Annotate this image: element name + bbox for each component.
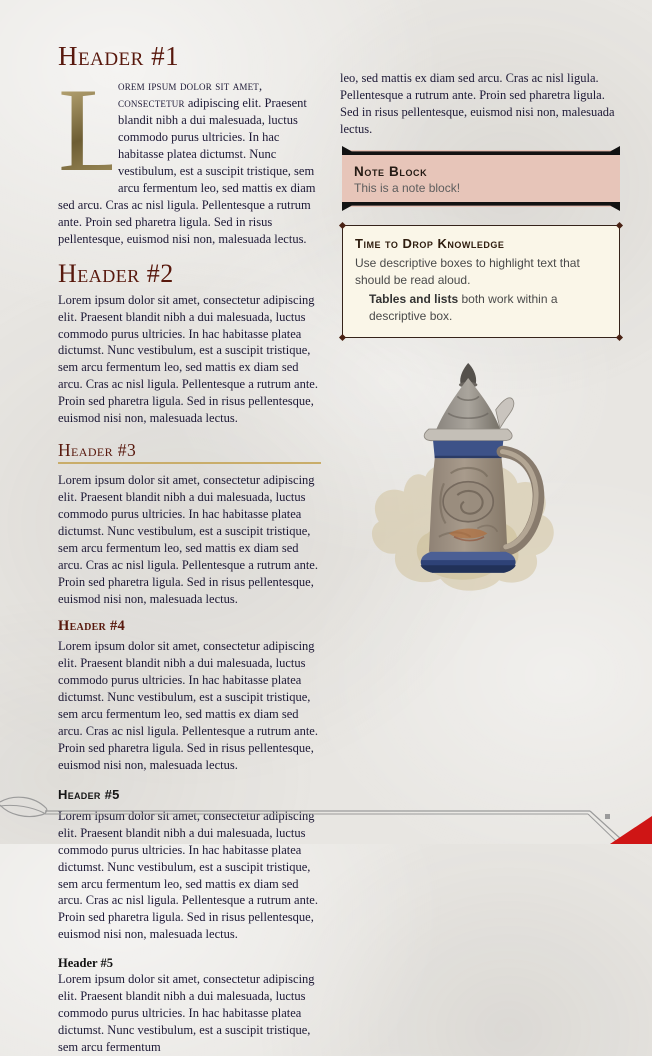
paragraph-truncated: Lorem ipsum dolor sit amet, consectetur adipiscing elit. Praesent blandit nibh a dui malesuada, luctus commodo purus ultricies. In hac habitasse platea dictumst. Nunc vestibulum, est a suscipit tristique, sem arcu fermentum xyxy=(58,972,315,1054)
descriptive-box-bold-lead: Tables and lists xyxy=(369,291,459,306)
corner-diamond-icon xyxy=(339,222,346,229)
red-corner-triangle-icon xyxy=(610,816,652,844)
paragraph-with-dropcap xyxy=(58,63,321,247)
drop-cap-letter: L xyxy=(58,63,132,197)
continuation-paragraph: leo, sed mattis ex diam sed arcu. Cras ac nisl ligula. Pellentesque a rutrum ante. Proin sed pharetra ligula. Sed in risus pellentesque, euismod nisi non, malesuada lectus. xyxy=(340,71,615,136)
header-1: Header #1 xyxy=(58,41,180,71)
paragraph: Lorem ipsum dolor sit amet, consectetur adipiscing elit. Praesent blandit nibh a dui malesuada, luctus commodo purus ultricies. In hac habitasse platea dictumst. Nunc vestibulum, est a suscipit tristique, sem arcu fermentum leo, sed mattis ex diam sed arcu. Cras ac nisl ligula. Pellentesque a rutrum ante. Proin sed pharetra ligula. Sed in risus pellentesque, euismod nisi non, malesuada lectus. xyxy=(58,808,318,942)
header-2: Header #2 xyxy=(58,259,174,289)
descriptive-box xyxy=(342,225,620,338)
paragraph-body: adipiscing elit. Praesent blandit nibh a dui malesuada, luctus commodo purus ultricies. In hac habitasse platea dictumst. Nunc vestibulum, est a suscipit tristique, sem arcu fermentum leo, sed mattis ex diam sed arcu. Cras ac nisl ligula. Pellentesque a rutrum ante. Proin sed pharetra ligula. Sed in risus pellentesque, euismod nisi non, malesuada lectus. xyxy=(58,96,316,246)
descriptive-box-title: Time to Drop Knowledge xyxy=(355,235,505,251)
note-block-body: This is a note block! xyxy=(354,180,461,195)
corner-diamond-icon xyxy=(339,334,346,341)
footer-ornament xyxy=(0,794,652,844)
corner-diamond-icon xyxy=(616,222,623,229)
paragraph: Lorem ipsum dolor sit amet, consectetur adipiscing elit. Praesent blandit nibh a dui malesuada, luctus commodo purus ultricies. In hac habitasse platea dictumst. Nunc vestibulum, est a suscipit tristique, sem arcu fermentum leo, sed mattis ex diam sed arcu. Cras ac nisl ligula. Pellentesque a rutrum ante. Proin sed pharetra ligula. Sed in risus pellentesque, euismod nisi non, malesuada lectus. xyxy=(58,473,318,606)
header-5-bold: Header #5 xyxy=(58,956,113,971)
descriptive-box-line xyxy=(355,291,607,325)
beer-stein-illustration xyxy=(352,358,586,617)
descriptive-box-line: Use descriptive boxes to highlight text that should be read aloud. xyxy=(355,255,580,287)
header-5: Header #5 xyxy=(58,786,120,802)
right-column xyxy=(340,42,622,844)
leaf-flourish-icon xyxy=(0,797,47,816)
paragraph: Lorem ipsum dolor sit amet, consectetur adipiscing elit. Praesent blandit nibh a dui malesuada, luctus commodo purus ultricies. In hac habitasse platea dictumst. Nunc vestibulum, est a suscipit tristique, sem arcu fermentum leo, sed mattis ex diam sed arcu. Cras ac nisl ligula. Pellentesque a rutrum ante. Proin sed pharetra ligula. Sed in risus pellentesque, euismod nisi non, malesuada lectus. xyxy=(58,639,318,772)
note-block xyxy=(342,150,620,207)
note-block-bottom-ornament xyxy=(342,202,620,211)
corner-diamond-icon xyxy=(616,334,623,341)
note-block-top-ornament xyxy=(342,146,620,155)
header-4: Header #4 xyxy=(58,618,126,635)
paragraph: Lorem ipsum dolor sit amet, consectetur adipiscing elit. Praesent blandit nibh a dui malesuada, luctus commodo purus ultricies. In hac habitasse platea dictumst. Nunc vestibulum, est a suscipit tristique, sem arcu fermentum leo, sed mattis ex diam sed arcu. Cras ac nisl ligula. Pellentesque a rutrum ante. Proin sed pharetra ligula. Sed in risus pellentesque, euismod nisi non, malesuada lectus. xyxy=(58,292,318,426)
note-block-title: Note Block xyxy=(354,163,428,179)
descriptive-box-line-rest: both work within a descriptive box. xyxy=(369,291,558,323)
left-column xyxy=(58,41,321,1054)
header-3: Header #3 xyxy=(58,441,321,464)
paragraph-lead-smallcaps: orem ipsum dolor sit amet, consectetur xyxy=(118,79,263,111)
